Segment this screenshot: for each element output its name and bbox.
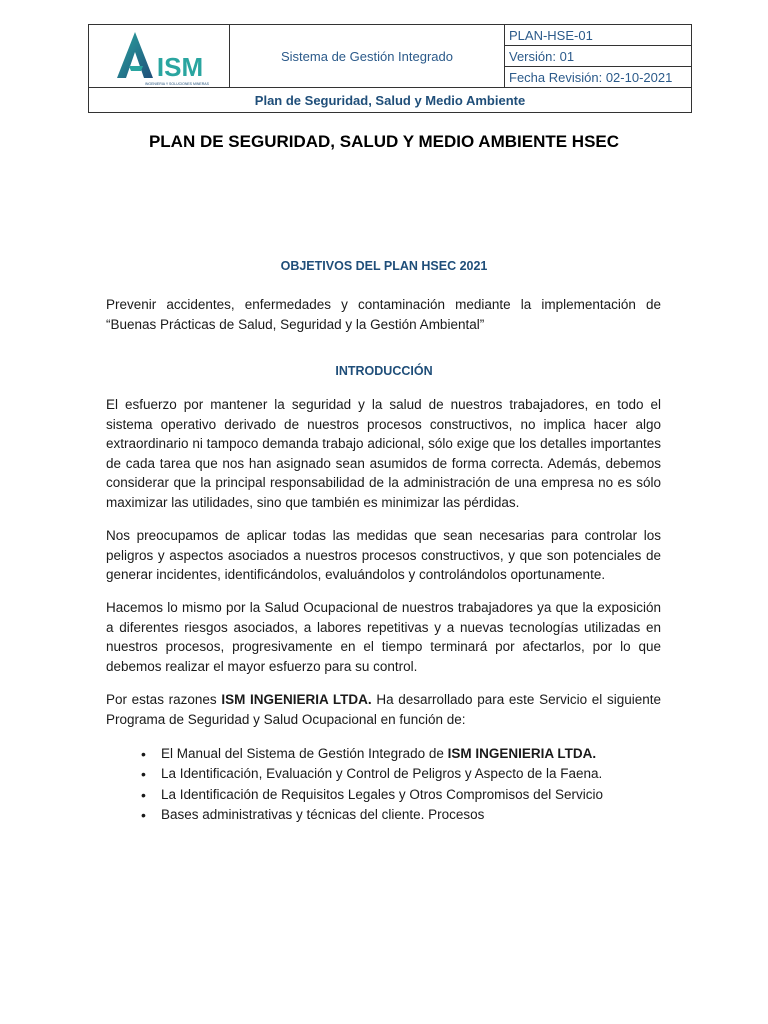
- intro-paragraph-1: El esfuerzo por mantener la seguridad y la salud de nuestros trabajadores, en todo el sistema operativo derivado de nuestros procesos constructivos, no implica hacer algo extraordinario ni tampoco demanda trabajo adicional, sólo exige que los detalles importantes de cada tarea que nos han asignado sean asumidos de forma correcta. Además, debemos considerar que la principal responsabilidad de la administración de una empresa no es sólo maximizar las utilidades, sino que también es minimizar las pérdidas.: [106, 397, 661, 510]
- list-item-text: Bases administrativas y técnicas del cliente. Procesos: [161, 806, 485, 822]
- objectives-paragraph: Prevenir accidentes, enfermedades y contaminación mediante la implementación de “Buenas Prácticas de Salud, Seguridad y la Gestión Ambiental”: [106, 297, 661, 332]
- basis-list: [140, 744, 603, 825]
- list-item-text: La Identificación de Requisitos Legales y Otros Compromisos del Servicio: [161, 786, 603, 802]
- document-version: Versión: 01: [505, 46, 692, 67]
- list-item: [140, 785, 603, 805]
- objectives-heading: OBJETIVOS DEL PLAN HSEC 2021: [280, 259, 488, 273]
- company-logo: [115, 30, 209, 86]
- company-name: ISM INGENIERIA LTDA.: [221, 692, 372, 707]
- intro-paragraph-3: Hacemos lo mismo por la Salud Ocupacional de nuestros trabajadores ya que la exposición a diferentes riesgos asociados, a labores repetitivas y a nuevas tecnologías utilizadas en nuestros procesos, progresivamente en el tiempo terminará por afectarlos, por lo que debemos realizar el mayor esfuerzo para su control.: [106, 600, 661, 674]
- revision-date: Fecha Revisión: 02-10-2021: [505, 67, 692, 88]
- header-subtitle: Plan de Seguridad, Salud y Medio Ambiente: [89, 88, 692, 113]
- logo-a-mark-icon: [115, 30, 155, 80]
- intro-p4-before: Por estas razones: [106, 692, 222, 707]
- list-item: [140, 744, 603, 764]
- list-item-bold: ISM INGENIERIA LTDA.: [447, 746, 597, 761]
- logo-cell: [89, 25, 230, 88]
- document-title: PLAN DE SEGURIDAD, SALUD Y MEDIO AMBIENTE HSEC: [148, 132, 620, 151]
- intro-paragraph-2: Nos preocupamos de aplicar todas las medidas que sean necesarias para controlar los peligros y aspectos asociados a nuestros procesos constructivos, y que son potenciales de generar incidentes, identificándolos, evaluándolos y controlándolos oportunamente.: [106, 528, 661, 582]
- intro-paragraph-4: [106, 690, 661, 729]
- document-header: [88, 24, 692, 113]
- document-code: PLAN-HSE-01: [505, 25, 692, 46]
- logo-text: ISM: [156, 51, 204, 82]
- logo-subtext: INGENIERIA Y SOLUCIONES MINERAS: [144, 81, 209, 86]
- list-item: [140, 764, 603, 784]
- list-item-text: La Identificación, Evaluación y Control de Peligros y Aspecto de la Faena.: [161, 766, 603, 782]
- list-item: [140, 805, 603, 825]
- list-item-text: El Manual del Sistema de Gestión Integrado de: [161, 746, 448, 761]
- introduction-heading: INTRODUCCIÓN: [335, 364, 433, 378]
- system-name: Sistema de Gestión Integrado: [230, 25, 505, 88]
- intro-p4-after: Ha desarrollado para este Servicio el siguiente Programa de Seguridad y Salud Ocupacional en función de:: [106, 692, 661, 727]
